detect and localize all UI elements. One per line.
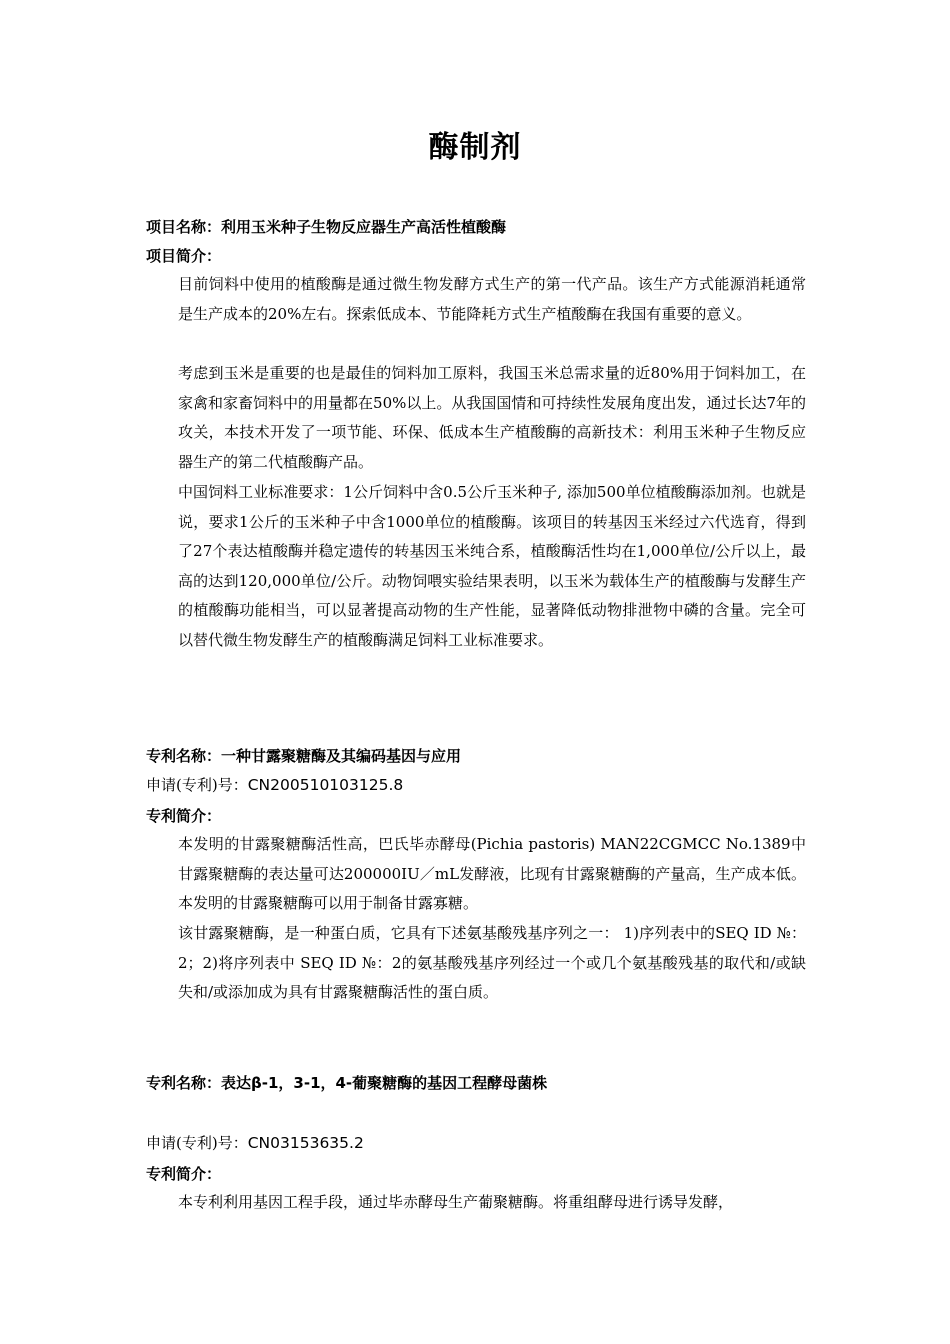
project-paragraph-2: 考虑到玉米是重要的也是最佳的饲料加工原料，我国玉米总需求量的近80%用于饲料加工，在家禽和家畜饲料中的用量都在50%以上。从我国国情和可持续性发展角度出发，通过长达7年的攻关，本技术开发了一项节能、环保、低成本生产植酸酶的高新技术：利用玉米种子生物反应器生产的第二代植酸酶产品。 <box>178 364 806 471</box>
patent2-app-value: CN03153635.2 <box>247 1134 364 1152</box>
patent1-paragraph-1: 本发明的甘露聚糖酶活性高，巴氏毕赤酵母(Pichia pastoris) MAN22CGMCC No.1389中甘露聚糖酶的表达量可达200000IU／mL发酵液，比现有甘露聚糖酶的产量高，生产成本低。本发明的甘露聚糖酶可以用于制备甘露寡糖。 <box>178 835 806 913</box>
page-title: 酶制剂 <box>428 130 522 165</box>
project-paragraph-3: 中国饲料工业标准要求：1公斤饲料中含0.5公斤玉米种子, 添加500单位植酸酶添加剂。也就是说，要求1公斤的玉米种子中含1000单位的植酸酶。该项目的转基因玉米经过六代选育，得到了27个表达植酸酶并稳定遗传的转基因玉米纯合系，植酸酶活性均在1,000单位/公斤以上，最高的达到120,000单位/公斤。动物饲喂实验结果表明，以玉米为载体生产的植酸酶与发酵生产的植酸酶功能相当，可以显著提高动物的生产性能，显著降低动物排泄物中磷的含量。完全可以替代微生物发酵生产的植酸酶满足饲料工业标准要求。 <box>178 483 806 649</box>
project-intro-label: 项目简介： <box>146 247 222 265</box>
patent1-name: 专利名称：一种甘露聚糖酶及其编码基因与应用 <box>146 747 462 765</box>
patent2-paragraph-1: 本专利利用基因工程手段，通过毕赤酵母生产葡聚糖酶。将重组酵母进行诱导发酵， <box>178 1193 734 1211</box>
project-paragraph-1: 目前饲料中使用的植酸酶是通过微生物发酵方式生产的第一代产品。该生产方式能源消耗通常是生产成本的20%左右。探索低成本、节能降耗方式生产植酸酶在我国有重要的意义。 <box>178 275 806 323</box>
patent1-app-value: CN200510103125.8 <box>247 776 404 794</box>
patent1-paragraph-2: 该甘露聚糖酶，是一种蛋白质，它具有下述氨基酸残基序列之一： 1)序列表中的SEQ ID №：2；2)将序列表中 SEQ ID №：2的氨基酸残基序列经过一个或几个氨基酸残基的取代和/或缺失和/或添加成为具有甘露聚糖酶活性的蛋白质。 <box>178 924 806 1002</box>
project-name: 项目名称：利用玉米种子生物反应器生产高活性植酸酶 <box>146 218 507 236</box>
patent2-name: 专利名称：表达β-1，3-1，4-葡聚糖酶的基因工程酵母菌株 <box>146 1074 548 1092</box>
patent2-application-number <box>146 1132 364 1154</box>
patent1-intro-label: 专利简介： <box>146 807 222 825</box>
patent2-intro-label: 专利简介： <box>146 1165 222 1183</box>
patent1-application-number <box>146 774 403 796</box>
patent1-app-label: 申请(专利)号： <box>146 776 248 794</box>
patent2-app-label: 申请(专利)号： <box>146 1134 248 1152</box>
